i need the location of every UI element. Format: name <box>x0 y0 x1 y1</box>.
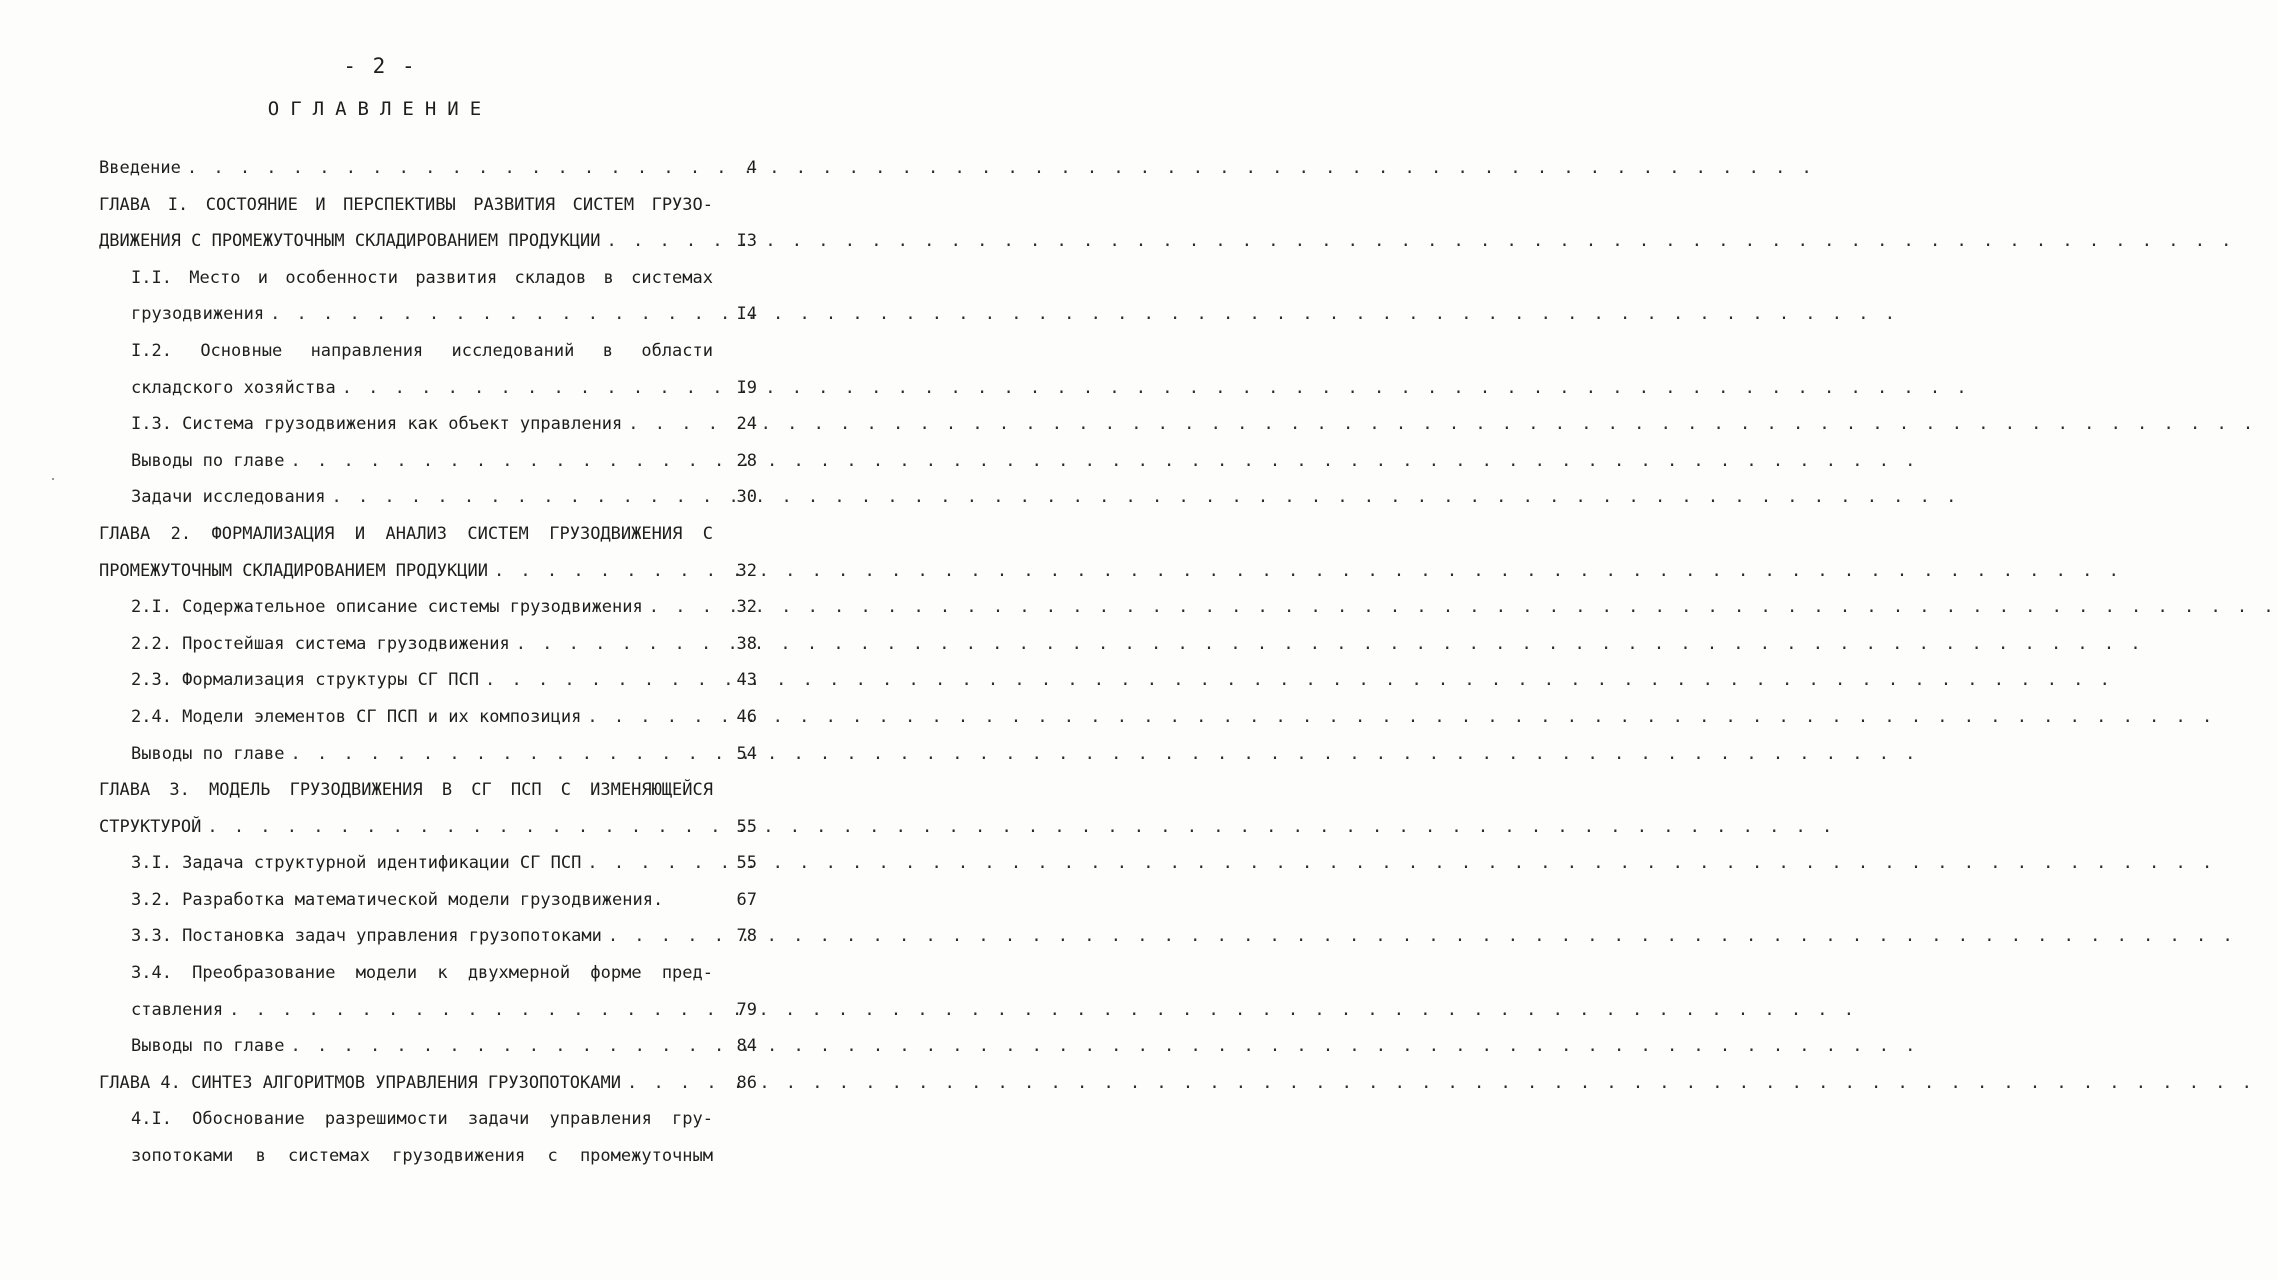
dot-leader <box>627 1065 2255 1102</box>
toc-entry[interactable] <box>131 882 713 919</box>
toc-entry[interactable] <box>131 1101 713 1138</box>
toc-page-number: 78 <box>736 926 757 947</box>
toc-page-number: 32 <box>736 597 757 618</box>
dot-leader <box>291 1028 1919 1065</box>
toc-entry[interactable] <box>99 1065 713 1102</box>
toc-entry[interactable] <box>131 1028 713 1065</box>
toc-entry[interactable] <box>131 1138 713 1175</box>
toc-entry-title: Выводы по главе <box>131 450 285 471</box>
toc-entry-title: Задачи исследования <box>131 487 326 508</box>
dot-leader <box>608 918 2236 955</box>
toc-page-number: 55 <box>736 853 757 874</box>
toc-page-number: 38 <box>736 633 757 654</box>
toc-entry-title: ПРОМЕЖУТОЧНЫМ СКЛАДИРОВАНИЕМ ПРОДУКЦИИ <box>99 560 488 581</box>
toc-page-number: 32 <box>736 560 757 581</box>
toc-entry[interactable] <box>99 187 713 224</box>
toc-entry[interactable] <box>99 150 713 187</box>
toc-entry[interactable] <box>99 553 713 590</box>
toc-entry[interactable] <box>99 809 713 846</box>
toc-entry[interactable] <box>131 992 713 1029</box>
scan-speck <box>52 478 54 480</box>
dot-leader <box>207 809 1835 846</box>
toc-entry-title: I.I. Место и особенности развития складов в системах <box>131 267 713 288</box>
toc-page-number: 30 <box>736 487 757 508</box>
toc-entry[interactable] <box>131 333 713 370</box>
toc-entry[interactable] <box>131 662 713 699</box>
dot-leader <box>187 150 1815 187</box>
toc-entry-title: 3.4. Преобразование модели к двухмерной форме пред- <box>131 963 713 984</box>
dot-leader <box>628 406 2256 443</box>
toc-page-number: 28 <box>736 450 757 471</box>
toc-entry-title: СТРУКТУРОЙ <box>99 816 202 837</box>
page-number: - 2 - <box>343 54 417 78</box>
toc-entry-title: Выводы по главе <box>131 1036 285 1057</box>
toc-entry-title: I.3. Система грузодвижения как объект управления <box>131 414 623 435</box>
toc-entry-title: грузодвижения <box>131 304 265 325</box>
toc-entry[interactable] <box>131 296 713 333</box>
toc-entry-title: зопотоками в системах грузодвижения с промежуточным <box>131 1146 713 1167</box>
toc-entry-title: 3.3. Постановка задач управления грузопотоками <box>131 926 602 947</box>
toc-entry-title: Введение <box>99 158 181 178</box>
toc-page-number: 4 <box>746 158 757 178</box>
dot-leader <box>331 479 1959 516</box>
toc-entry[interactable] <box>99 223 713 260</box>
toc-entry-title: складского хозяйства <box>131 377 336 398</box>
toc-entry[interactable] <box>131 699 713 736</box>
toc-entry[interactable] <box>131 260 713 297</box>
dot-leader <box>291 443 1919 480</box>
toc-entry[interactable] <box>131 443 713 480</box>
toc-entry-title: ГЛАВА 4. СИНТЕЗ АЛГОРИТМОВ УПРАВЛЕНИЯ ГРУЗОПОТОКАМИ <box>99 1072 621 1093</box>
dot-leader <box>342 370 1970 407</box>
toc-page-number: 55 <box>736 816 757 837</box>
toc-page-number: 54 <box>736 743 757 764</box>
toc-page-number: I4 <box>736 304 757 325</box>
toc-page-number: 43 <box>736 670 757 691</box>
toc-entry-title: 2.2. Простейшая система грузодвижения <box>131 633 510 654</box>
dot-leader <box>587 699 2215 736</box>
dot-leader <box>516 626 2144 663</box>
toc-entry-title: 2.I. Содержательное описание системы грузодвижения <box>131 597 643 618</box>
toc-page-number: 46 <box>736 706 757 727</box>
toc-entry[interactable] <box>131 370 713 407</box>
toc-entry-title: ДВИЖЕНИЯ С ПРОМЕЖУТОЧНЫМ СКЛАДИРОВАНИЕМ ПРОДУКЦИИ <box>99 231 601 252</box>
toc-entry[interactable] <box>131 589 713 626</box>
dot-leader <box>587 845 2215 882</box>
toc-entry[interactable] <box>131 479 713 516</box>
toc-page-number: 67 <box>736 889 757 910</box>
toc-page-number: 84 <box>736 1036 757 1057</box>
toc-entry-title: 3.I. Задача структурной идентификации СГ ПСП <box>131 853 582 874</box>
table-of-contents <box>0 150 799 1175</box>
toc-entry-title: ставления <box>131 999 224 1020</box>
toc-entry[interactable] <box>131 626 713 663</box>
toc-entry-title: 4.I. Обоснование разрешимости задачи управления гру- <box>131 1109 713 1130</box>
toc-entry-title: 2.3. Формализация структуры СГ ПСП <box>131 670 479 691</box>
toc-entry[interactable] <box>131 406 713 443</box>
toc-entry[interactable] <box>131 845 713 882</box>
toc-entry-title: 2.4. Модели элементов СГ ПСП и их композиция <box>131 706 582 727</box>
dot-leader <box>649 589 2277 626</box>
toc-page-number: 86 <box>736 1072 757 1093</box>
toc-entry[interactable] <box>99 772 713 809</box>
toc-entry-title: I.2. Основные направления исследований в области <box>131 340 713 361</box>
toc-entry[interactable] <box>131 736 713 773</box>
toc-entry[interactable] <box>99 516 713 553</box>
toc-entry-title: Выводы по главе <box>131 743 285 764</box>
toc-page-number: 79 <box>736 999 757 1020</box>
toc-entry-title: ГЛАВА 3. МОДЕЛЬ ГРУЗОДВИЖЕНИЯ В СГ ПСП С ИЗМЕНЯЮЩЕЙСЯ <box>99 780 713 801</box>
toc-entry[interactable] <box>131 918 713 955</box>
toc-page-number: I9 <box>736 377 757 398</box>
dot-leader <box>291 736 1919 773</box>
dot-leader <box>270 296 1898 333</box>
page-title: ОГЛАВЛЕНИЕ <box>267 98 493 120</box>
toc-entry-title: ГЛАВА 2. ФОРМАЛИЗАЦИЯ И АНАЛИЗ СИСТЕМ ГРУЗОДВИЖЕНИЯ С <box>99 523 713 544</box>
toc-page-number: 24 <box>736 414 757 435</box>
toc-entry[interactable] <box>131 955 713 992</box>
dot-leader <box>229 992 1857 1029</box>
toc-entry-title: ГЛАВА I. СОСТОЯНИЕ И ПЕРСПЕКТИВЫ РАЗВИТИЯ СИСТЕМ ГРУЗО- <box>99 194 713 215</box>
toc-entry-title: 3.2. Разработка математической модели грузодвижения. <box>131 889 664 910</box>
toc-page-number: I3 <box>736 231 757 252</box>
dot-leader <box>607 223 2235 260</box>
